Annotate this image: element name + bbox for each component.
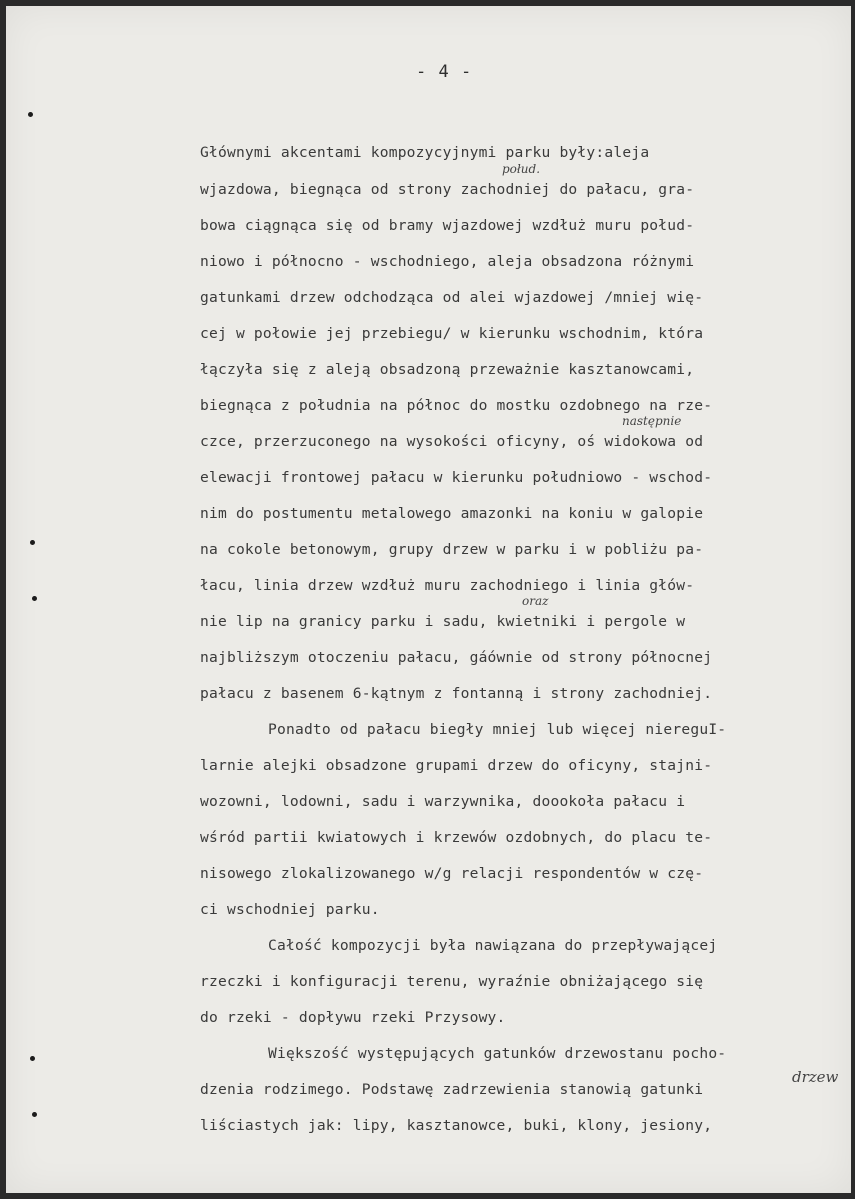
text-line: gatunkami drzew odchodząca od alei wjazdowej /mniej wię- bbox=[200, 289, 704, 306]
text-line: wjazdowa, biegnąca od strony zachodniej do pałacu, gra- bbox=[200, 181, 695, 198]
handwritten-annotation: drzew bbox=[792, 1068, 839, 1086]
text-line: pałacu z basenem 6-kątnym z fontanną i strony zachodniej. bbox=[200, 685, 713, 702]
text-line: biegnąca z południa na północ do mostku ozdobnego na rze- bbox=[200, 397, 713, 414]
handwritten-annotation: połud. bbox=[502, 162, 541, 176]
text-line: nim do postumentu metalowego amazonki na koniu w galopie bbox=[200, 505, 704, 522]
text-line: cej w połowie jej przebiegu/ w kierunku wschodnim, która bbox=[200, 325, 704, 342]
text-line: do rzeki - dopływu rzeki Przysowy. bbox=[200, 1009, 506, 1026]
punch-hole-3 bbox=[32, 596, 37, 601]
text-line: elewacji frontowej pałacu w kierunku południowo - wschod- bbox=[200, 469, 713, 486]
text-line: niowo i północno - wschodniego, aleja obsadzona różnymi bbox=[200, 253, 695, 270]
text-line: wśród partii kwiatowych i krzewów ozdobnych, do placu te- bbox=[200, 829, 713, 846]
text-line: liściastych jak: lipy, kasztanowce, buki, klony, jesiony, bbox=[200, 1117, 713, 1134]
text-line: wozowni, lodowni, sadu i warzywnika, doookoła pałacu i bbox=[200, 793, 686, 810]
punch-hole-4 bbox=[30, 1056, 35, 1061]
text-line: Głównymi akcentami kompozycyjnymi parku były:aleja bbox=[200, 144, 650, 161]
text-line: rzeczki i konfiguracji terenu, wyraźnie obniżającego się bbox=[200, 973, 704, 990]
text-line: czce, przerzuconego na wysokości oficyny, oś widokowa od bbox=[200, 433, 704, 450]
text-line: najbliższym otoczeniu pałacu, gáównie od strony północnej bbox=[200, 649, 713, 666]
text-line: nie lip na granicy parku i sadu, kwietniki i pergole w bbox=[200, 613, 686, 630]
handwritten-annotation: oraz bbox=[522, 594, 549, 608]
text-line: dzenia rodzimego. Podstawę zadrzewienia stanowią gatunki bbox=[200, 1081, 704, 1098]
text-line: Większość występujących gatunków drzewostanu pocho- bbox=[268, 1045, 727, 1062]
text-line: łacu, linia drzew wzdłuż muru zachodniego i linia głów- bbox=[200, 577, 695, 594]
text-line: Całość kompozycji była nawiązana do przepływającej bbox=[268, 937, 718, 954]
text-line: bowa ciągnąca się od bramy wjazdowej wzdłuż muru połud- bbox=[200, 217, 695, 234]
text-line: na cokole betonowym, grupy drzew w parku i w pobliżu pa- bbox=[200, 541, 704, 558]
punch-hole-2 bbox=[30, 540, 35, 545]
punch-hole-5 bbox=[32, 1112, 37, 1117]
text-line: ci wschodniej parku. bbox=[200, 901, 380, 918]
text-line: Ponadto od pałacu biegły mniej lub więcej niereguI- bbox=[268, 721, 727, 738]
document-page bbox=[6, 6, 851, 1193]
punch-hole-1 bbox=[28, 112, 33, 117]
text-line: nisowego zlokalizowanego w/g relacji respondentów w czę- bbox=[200, 865, 704, 882]
handwritten-annotation: następnie bbox=[622, 414, 682, 428]
text-line: łączyła się z aleją obsadzoną przeważnie kasztanowcami, bbox=[200, 361, 695, 378]
page-number: - 4 - bbox=[416, 62, 473, 82]
text-line: larnie alejki obsadzone grupami drzew do oficyny, stajni- bbox=[200, 757, 713, 774]
